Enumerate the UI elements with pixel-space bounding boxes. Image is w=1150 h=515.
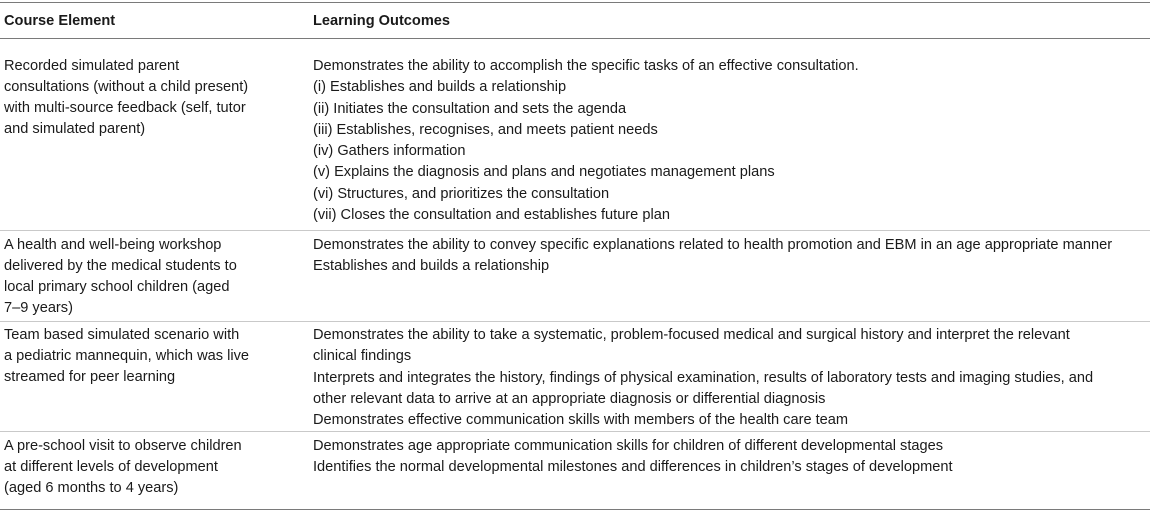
cell-line: with multi-source feedback (self, tutor	[4, 100, 246, 116]
cell-line: 7–9 years)	[4, 300, 73, 316]
row-divider	[0, 431, 1150, 432]
outcome-line: Identifies the normal developmental milestones and differences in children’s stages of development	[313, 459, 953, 476]
outcome-line: Establishes and builds a relationship	[313, 258, 550, 275]
cell-line: A health and well-being workshop	[4, 237, 222, 253]
cell-line: at different levels of development	[4, 459, 218, 475]
learning-outcomes-cell	[313, 325, 1148, 431]
cell-line: (aged 6 months to 4 years)	[4, 480, 179, 496]
row-divider	[0, 230, 1150, 231]
header-course-element: Course Element	[4, 13, 116, 29]
outcome-line: (v) Explains the diagnosis and plans and negotiates management plans	[313, 164, 775, 181]
outcome-line: Demonstrates the ability to accomplish the specific tasks of an effective consultation.	[313, 58, 859, 74]
row-divider	[0, 321, 1150, 322]
learning-outcomes-cell	[313, 436, 1148, 479]
course-element-cell	[4, 235, 274, 319]
cell-line: Recorded simulated parent	[4, 58, 180, 74]
cell-line: delivered by the medical students to	[4, 258, 237, 274]
table-bottom-rule	[0, 509, 1150, 510]
cell-line: and simulated parent)	[4, 121, 146, 137]
outcome-line: Demonstrates the ability to take a systematic, problem-focused medical and surgical history and interpret the relevant	[313, 327, 1070, 343]
cell-line: consultations (without a child present)	[4, 79, 249, 95]
outcome-line: Interprets and integrates the history, findings of physical examination, results of laboratory tests and imaging studies, and	[313, 369, 1094, 386]
learning-outcomes-cell	[313, 56, 1148, 226]
outcome-line: (ii) Initiates the consultation and sets the agenda	[313, 100, 627, 117]
header-learning-outcomes: Learning Outcomes	[313, 13, 451, 29]
outcome-line: clinical findings	[313, 348, 412, 365]
cell-line: A pre-school visit to observe children	[4, 438, 242, 454]
cell-line: local primary school children (aged	[4, 279, 230, 295]
outcome-line: (vii) Closes the consultation and establishes future plan	[313, 207, 670, 224]
outcome-line: (iv) Gathers information	[313, 143, 466, 160]
course-element-cell	[4, 56, 274, 140]
cell-line: streamed for peer learning	[4, 369, 176, 385]
outcome-line: Demonstrates the ability to convey specific explanations related to health promotion and EBM in an age appropriate manner	[313, 237, 1113, 253]
outcome-line: Demonstrates age appropriate communication skills for children of different developmental stages	[313, 438, 944, 454]
outcome-line: Demonstrates effective communication skills with members of the health care team	[313, 412, 849, 429]
outcome-line: (vi) Structures, and prioritizes the consultation	[313, 185, 610, 202]
outcome-line: other relevant data to arrive at an appropriate diagnosis or differential diagnosis	[313, 390, 826, 407]
outcome-line: (iii) Establishes, recognises, and meets patient needs	[313, 121, 658, 138]
outcome-line: (i) Establishes and builds a relationship	[313, 79, 567, 96]
header-bottom-rule	[0, 38, 1150, 39]
table-top-rule	[0, 2, 1150, 3]
course-element-cell	[4, 325, 274, 388]
cell-line: Team based simulated scenario with	[4, 327, 240, 343]
course-element-cell	[4, 436, 274, 499]
cell-line: a pediatric mannequin, which was live	[4, 348, 249, 364]
learning-outcomes-cell	[313, 235, 1148, 278]
